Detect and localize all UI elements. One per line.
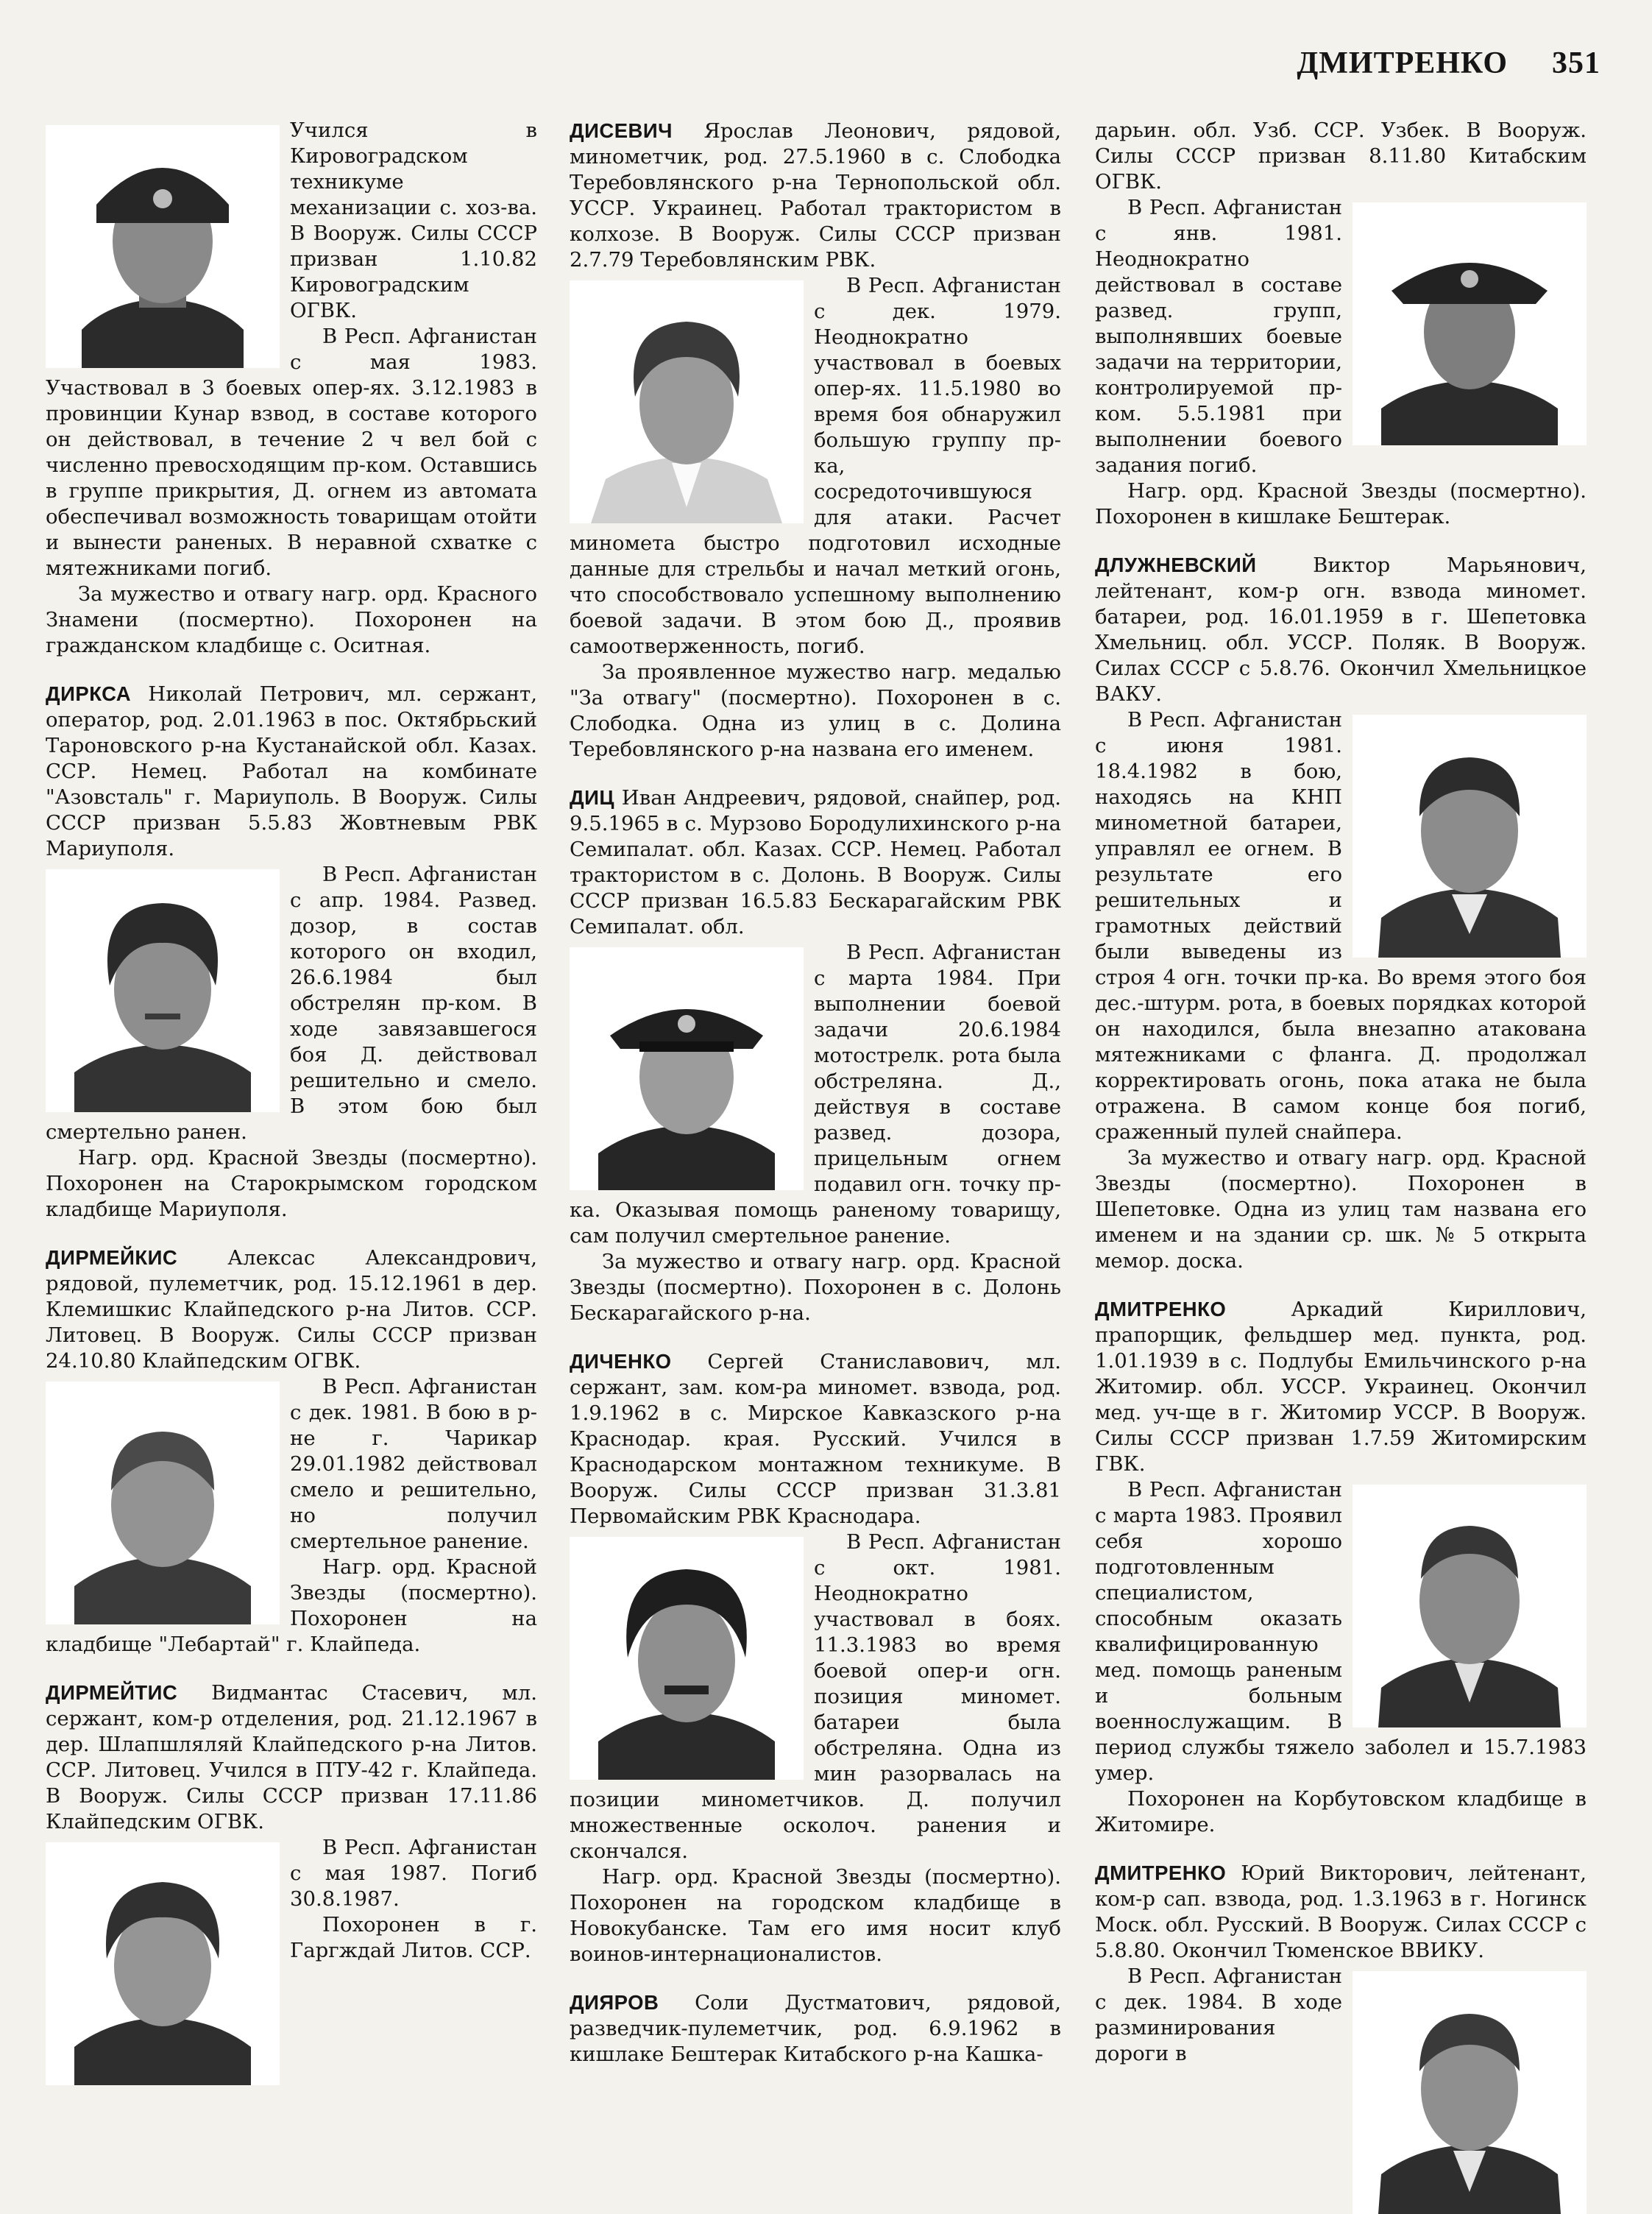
entry-name: ДМИТРЕНКО bbox=[1095, 1861, 1227, 1884]
entry-continued-col3 bbox=[1095, 118, 1587, 530]
portrait-photo bbox=[1353, 202, 1587, 445]
entry-text: В Респ. Афганистан с дек. 1981. В бою в р-не г. Чарикар 29.01.1982 действовал смело и решительно, но получил смертельное ранение. bbox=[290, 1375, 537, 1553]
entry-continued-col1 bbox=[46, 118, 537, 659]
portrait-photo bbox=[46, 1382, 280, 1624]
entry-text: Нагр. орд. Красной Звезды (посмертно). Похоронен на Старокрымском городском кладбище Мариуполя. bbox=[46, 1146, 537, 1221]
entry-text: Алексас Александрович, рядовой, пулеметчик, род. 15.12.1961 в дер. Клемишкис Клайпедского р-на Литов. ССР. Литовец. В Вооруж. Силы СССР призван 24.10.80 Клайпедским ОГВК. bbox=[46, 1246, 537, 1373]
entry-text: Учился в Кировоградском техникуме механизации с. хоз-ва. В Вооруж. Силы СССР призван 1.10.82 Кировоградским ОГВК. bbox=[290, 119, 537, 322]
running-head: ДМИТРЕНКО bbox=[1297, 46, 1508, 80]
entry-text: Виктор Марьянович, лейтенант, ком-р огн. взвода миномет. батареи, род. 16.01.1959 в г. Шепетовка Хмельниц. обл. УССР. Поляк. В Вооруж. Силах СССР с 5.8.76. Окончил Хмельницкое ВАКУ. bbox=[1095, 554, 1587, 706]
entry-text: Николай Петрович, мл. сержант, оператор, род. 2.01.1963 в пос. Октябрьский Тароновского р-на Кустанайской обл. Казах. ССР. Немец. Работал на комбинате "Азовсталь" г. Мариуполь. В Вооруж. Силы СССР призван 5.5.83 Жовтневым РВК Мариуполя. bbox=[46, 682, 537, 860]
entry-text: В Респ. Афганистан с окт. 1981. Неоднократно участвовал в боях. 11.3.1983 во время боевой опер-и огн. позиция миномет. батареи была обстреляна. Одна из мин разорвалась на позиции минометчиков. Д. получил множественные осколоч. ранения и скончался. bbox=[570, 1530, 1061, 1863]
entry-text: В Респ. Афганистан с марта 1983. Проявил себя хорошо подготовленным специалистом, способным оказать квалифицированную мед. помощь раненым и больным военнослужащим. В период службы тяжело заболел и 15.7.1983 умер. bbox=[1095, 1478, 1587, 1785]
entry-dirmeitis bbox=[46, 1680, 537, 2090]
entry-name: ДИСЕВИЧ bbox=[570, 119, 673, 142]
entry-name: ДМИТРЕНКО bbox=[1095, 1298, 1227, 1320]
entry-text: Ярослав Леонович, рядовой, минометчик, род. 27.5.1960 в с. Слободка Теребовлянского р-на Тернопольской обл. УССР. Украинец. Работал трактористом в колхозе. В Вооруж. Силы СССР призван 2.7.79 Теребовлянским РВК. bbox=[570, 119, 1061, 272]
entry-name: ДИРМЕЙКИС bbox=[46, 1246, 178, 1269]
entry-dichenko bbox=[570, 1348, 1061, 1967]
entry-text: В Респ. Афганистан с янв. 1981. Неоднократно действовал в составе развед. групп, выполнявших боевые задачи на территории, контролируемой пр-ком. 5.5.1981 при выполнении боевого задания погиб. bbox=[1095, 196, 1342, 477]
entry-text: В Респ. Афганистан с дек. 1979. Неоднократно участвовал в боевых опер-ях. 11.5.1980 во время боя обнаружил большую группу пр-ка, сосредоточившуюся для атаки. Расчет миномета быстро подготовил исходные данные для стрельбы и начал меткий огонь, что способствовало успешному выполнению боевой задачи. В этом бою Д., проявив самоотверженность, погиб. bbox=[570, 274, 1061, 658]
page-header bbox=[44, 46, 1600, 81]
portrait-photo bbox=[570, 947, 804, 1190]
entry-text: Юрий Викторович, лейтенант, ком-р сап. взвода, род. 1.3.1963 в г. Ногинск Моск. обл. Русский. В Вооруж. Силах СССР с 5.8.80. Окончил Тюменское ВВИКУ. bbox=[1095, 1861, 1587, 1962]
entry-name: ДЛУЖНЕВСКИЙ bbox=[1095, 554, 1257, 576]
entry-text: дарьин. обл. Узб. ССР. Узбек. В Вооруж. Силы СССР призван 8.11.80 Китабским ОГВК. bbox=[1095, 119, 1587, 194]
entry-dits bbox=[570, 785, 1061, 1326]
column-1 bbox=[46, 118, 537, 2002]
entry-text: За мужество и отвагу нагр. орд. Красного Знамени (посмертно). Похоронен на гражданском кладбище с. Оситная. bbox=[46, 582, 537, 657]
entry-text: Похоронен на Корбутовском кладбище в Житомире. bbox=[1095, 1787, 1587, 1836]
entry-text: Нагр. орд. Красной Звезды (посмертно). Похоронен на городском кладбище в Новокубанске. Там его имя носит клуб воинов-интернационалистов. bbox=[570, 1865, 1061, 1966]
entry-text: В Респ. Афганистан с мая 1987. Погиб 30.8.1987. bbox=[290, 1836, 537, 1911]
entry-text: В Респ. Афганистан с мая 1983. Участвовал в 3 боевых опер-ях. 3.12.1983 в провинции Кунар взвод, в составе которого он действовал, в течение 2 ч вел бой с численно превосходящим пр-ком. Оставшись в группе прикрытия, Д. огнем из автомата обеспечивал возможность товарищам отойти и вынести раненых. В неравной схватке с мятежниками погиб. bbox=[46, 325, 537, 580]
entry-dirmeikis bbox=[46, 1245, 537, 1658]
entry-text: Иван Андреевич, рядовой, снайпер, род. 9.5.1965 в с. Мурзово Бородулихинского р-на Семипалат. обл. Казах. ССР. Немец. Работал трактористом в с. Долонь. В Вооруж. Силы СССР призван 16.5.83 Бескарагайским РВК Семипалат. обл. bbox=[570, 786, 1061, 938]
entry-text: Сергей Станиславович, мл. сержант, зам. ком-ра миномет. взвода, род. 1.9.1962 в с. Мирское Кавказского р-на Краснодар. края. Русский. Учился в Краснодарском монтажном техникуме. В Вооруж. Силы СССР призван 31.3.81 Первомайским РВК Краснодара. bbox=[570, 1350, 1061, 1528]
entry-text: В Респ. Афганистан с дек. 1984. В ходе разминирования дороги в bbox=[1095, 1964, 1342, 2065]
column-3 bbox=[1095, 118, 1587, 2065]
entry-text: За мужество и отвагу нагр. орд. Красной Звезды (посмертно). Похоронен в Шепетовке. Одна из улиц там названа его именем и на здании ср. шк. № 5 открыта мемор. доска. bbox=[1095, 1146, 1587, 1273]
entry-text: За проявленное мужество нагр. медалью "За отвагу" (посмертно). Похоронен в с. Слободка. Одна из улиц в с. Долина Теребовлянского р-на названа его именем. bbox=[570, 660, 1061, 761]
entry-dmitrenko-yuri bbox=[1095, 1860, 1587, 2067]
entry-text: Нагр. орд. Красной Звезды (посмертно). Похоронен на кладбище "Лебартай" г. Клайпеда. bbox=[46, 1555, 537, 1656]
entry-disevich bbox=[570, 118, 1061, 763]
entry-text: В Респ. Афганистан с марта 1984. При выполнении боевой задачи 20.6.1984 мотострелк. рота была обстреляна. Д., действуя в составе развед. дозора, прицельным огнем подавил огн. точку пр-ка. Оказывая помощь раненому товарищу, сам получил смертельное ранение. bbox=[570, 941, 1061, 1248]
entry-text: Видмантас Стасевич, мл. сержант, ком-р отделения, род. 21.12.1967 в дер. Шлапшляляй Клайпедского р-на Литов. ССР. Литовец. Учился в ПТУ-42 г. Клайпеда. В Вооруж. Силы СССР призван 17.11.86 Клайпедским ОГВК. bbox=[46, 1681, 537, 1833]
entry-diyarov bbox=[570, 1990, 1061, 2068]
portrait-photo bbox=[46, 125, 280, 368]
entry-dmitrenko-arkady bbox=[1095, 1296, 1587, 1838]
entry-text: Аркадий Кириллович, прапорщик, фельдшер мед. пункта, род. 1.01.1939 в с. Подлубы Емильчинского р-на Житомир. обл. УССР. Украинец. Окончил мед. уч-ще в г. Житомир УССР. В Вооруж. Силы СССР призван 1.7.59 Житомирским ГВК. bbox=[1095, 1298, 1587, 1476]
entry-name: ДИРКСА bbox=[46, 682, 132, 705]
column-2 bbox=[570, 118, 1061, 2066]
portrait-photo bbox=[570, 280, 804, 523]
page-number: 351 bbox=[1552, 46, 1600, 80]
entry-text: За мужество и отвагу нагр. орд. Красной Звезды (посмертно). Похоронен в с. Долонь Бескарагайского р-на. bbox=[570, 1250, 1061, 1325]
entry-text: Нагр. орд. Красной Звезды (посмертно). Похоронен в кишлаке Бештерак. bbox=[1095, 479, 1587, 528]
portrait-photo bbox=[46, 869, 280, 1112]
entry-dirksa bbox=[46, 681, 537, 1223]
entry-name: ДИЧЕНКО bbox=[570, 1350, 672, 1373]
entry-text: В Респ. Афганистан с апр. 1984. Развед. дозор, в состав которого он входил, 26.6.1984 был обстрелян пр-ком. В ходе завязавшегося боя Д. действовал решительно и смело. В этом бою был смертельно ранен. bbox=[46, 863, 537, 1144]
portrait-photo bbox=[1353, 1971, 1587, 2214]
entry-name: ДИЦ bbox=[570, 786, 614, 809]
portrait-photo bbox=[570, 1537, 804, 1780]
entry-text: Соли Дустматович, рядовой, разведчик-пулеметчик, род. 6.9.1962 в кишлаке Бештерак Китабского р-на Кашка- bbox=[570, 1991, 1061, 2066]
portrait-photo bbox=[1353, 1485, 1587, 1727]
entry-text: Похоронен в г. Гаргждай Литов. ССР. bbox=[290, 1913, 537, 1962]
portrait-photo bbox=[46, 1842, 280, 2085]
portrait-photo bbox=[1353, 715, 1587, 958]
entry-dluzhnevsky bbox=[1095, 552, 1587, 1274]
entry-text: В Респ. Афганистан с июня 1981. 18.4.1982 в бою, находясь на КНП минометной батареи, управлял ее огнем. В результате его решительных и грамотных действий были выведены из строя 4 огн. точки пр-ка. Во время этого боя дес.-штурм. рота, в боевых порядках которой он находился, была внезапно атакована мятежниками с фланга. Д. продолжал корректировать огонь, пока атака не была отражена. В самом конце боя погиб, сраженный пулей снайпера. bbox=[1095, 708, 1587, 1144]
entry-name: ДИЯРОВ bbox=[570, 1991, 659, 2014]
entry-name: ДИРМЕЙТИС bbox=[46, 1681, 178, 1704]
